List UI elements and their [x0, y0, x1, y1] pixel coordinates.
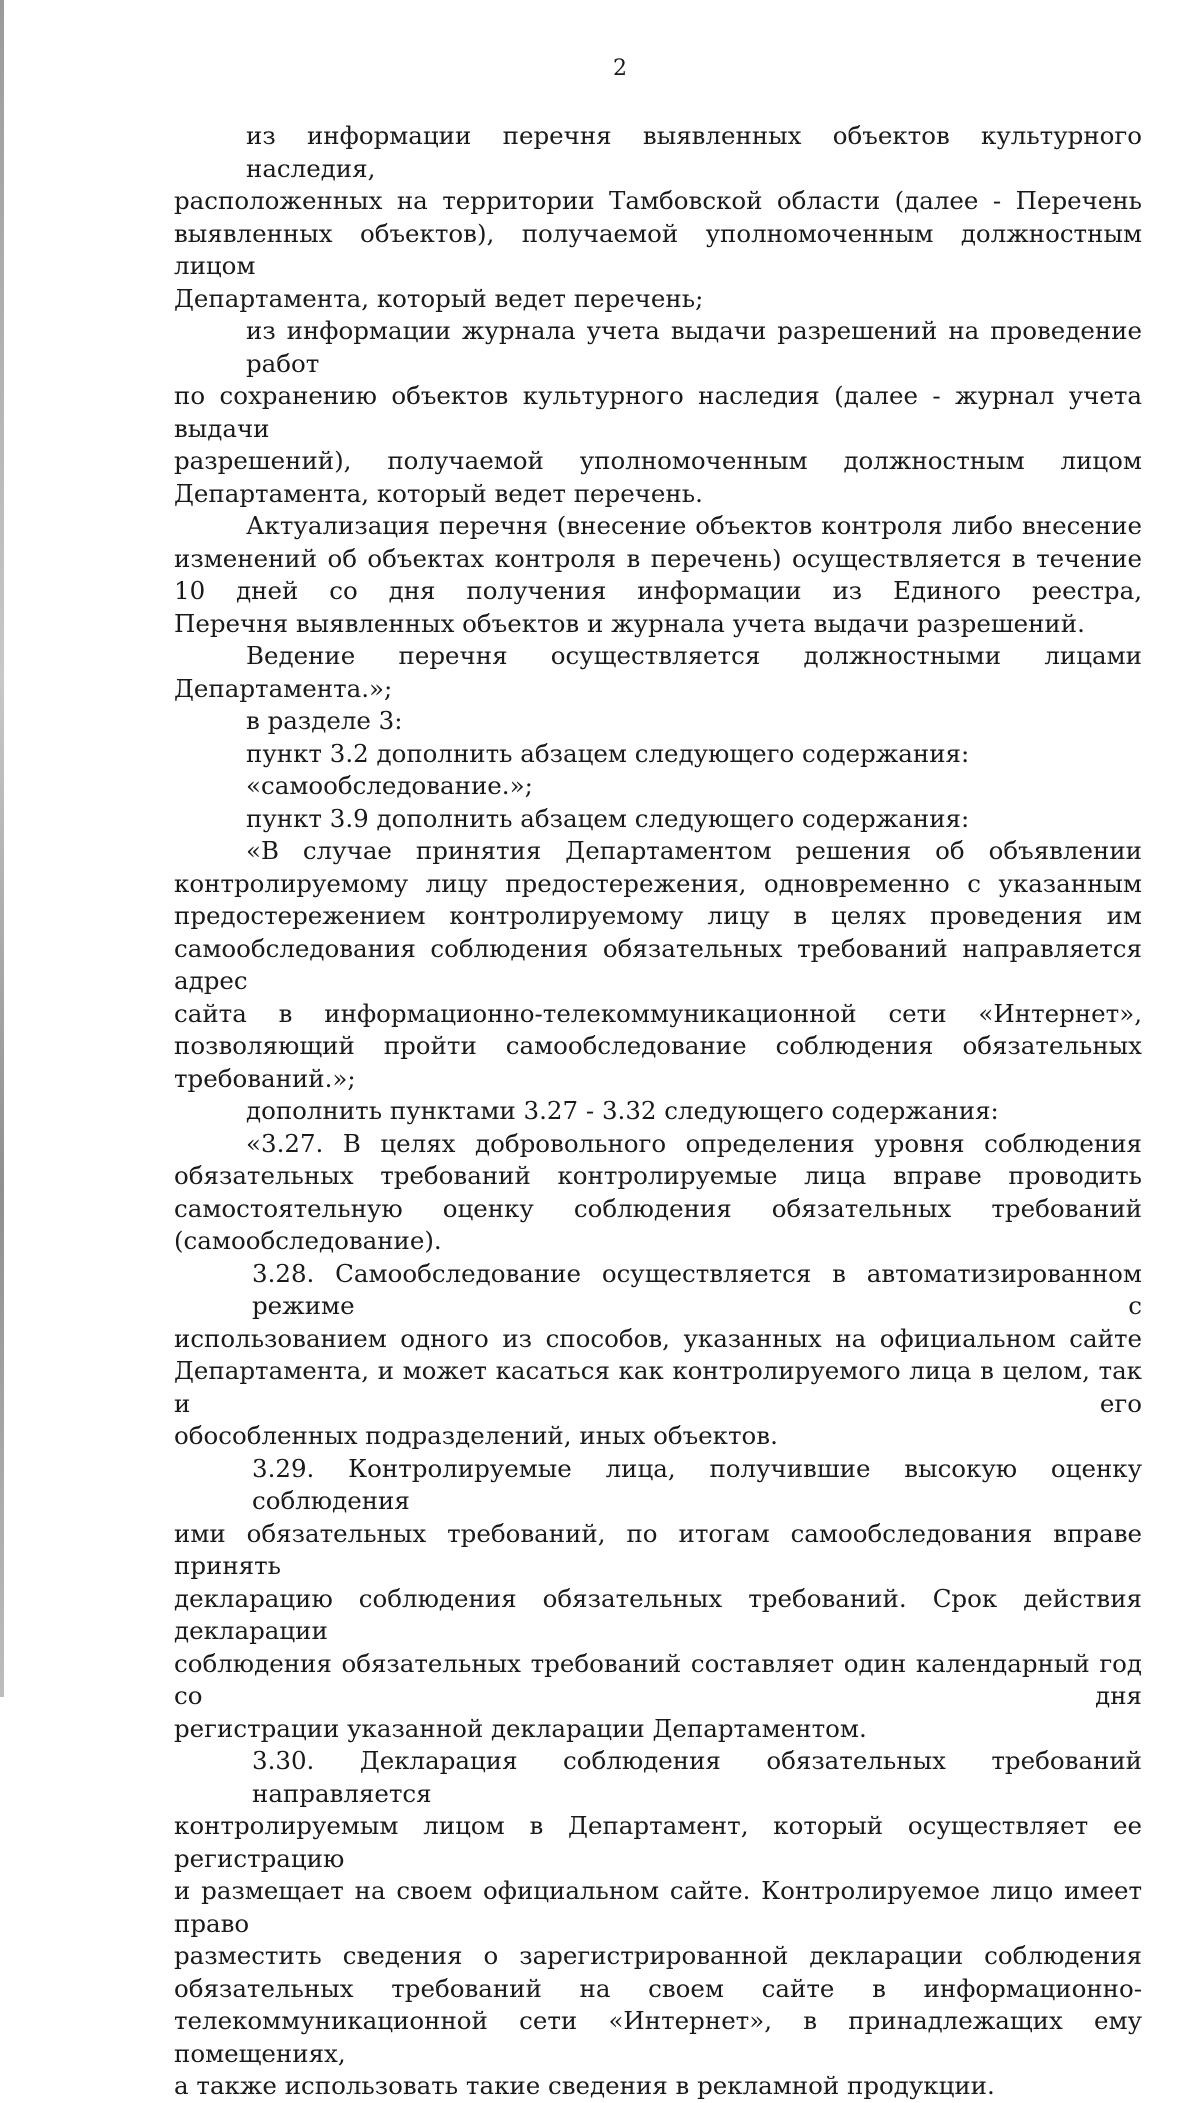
text-line: самостоятельную оценку соблюдения обязательных требований [174, 1193, 1142, 1223]
text-line: 3.30. Декларация соблюдения обязательных требований направляется [252, 1746, 1142, 1808]
text-line: контролируемому лицу предостережения, одновременно с указанным [174, 868, 1142, 898]
text-line: Департамента, который ведет перечень; [174, 283, 704, 313]
text-line: обязательных требований контролируемые лица вправе проводить [174, 1161, 1142, 1190]
text-line: «В случае принятия Департаментом решения об объявлении [246, 836, 1142, 865]
text-line: (самообследование). [174, 1226, 442, 1255]
text-line: выявленных объектов), получаемой уполномоченным должностным лицом [174, 218, 1142, 280]
text-line: 3.29. Контролируемые лица, получившие высокую оценку соблюдения [252, 1453, 1142, 1515]
text-line: изменений об объектах контроля в перечень) осуществляется в течение [174, 543, 1142, 573]
text-line: обособленных подразделений, иных объектов. [174, 1421, 778, 1450]
text-line: из информации перечня выявленных объектов культурного наследия, [246, 121, 1142, 183]
text-line: из информации журнала учета выдачи разрешений на проведение работ [246, 316, 1142, 378]
page-number: 2 [613, 56, 627, 81]
text-line: Актуализация перечня (внесение объектов контроля либо внесение [246, 511, 1142, 540]
text-line: разрешений), получаемой уполномоченным должностным лицом [174, 446, 1142, 475]
text-line: регистрации указанной декларации Департаментом. [174, 1713, 867, 1743]
text-line: самообследования соблюдения обязательных требований направляется адрес [174, 933, 1142, 995]
text-line: разместить сведения о зарегистрированной декларации соблюдения [174, 1941, 1142, 1970]
text-line: ими обязательных требований, по итогам самообследования вправе принять [174, 1518, 1142, 1580]
text-line: телекоммуникационной сети «Интернет», в принадлежащих ему помещениях, [174, 2006, 1142, 2068]
text-line: Перечня выявленных объектов и журнала учета выдачи разрешений. [174, 608, 1085, 638]
text-line: декларацию соблюдения обязательных требований. Срок действия декларации [174, 1583, 1142, 1645]
text-line: Департамента.»; [174, 673, 393, 703]
document-body [174, 120, 1142, 2103]
text-line: расположенных на территории Тамбовской области (далее - Перечень [174, 186, 1142, 215]
text-line: Департамента, который ведет перечень. [174, 478, 703, 508]
text-line: пункт 3.2 дополнить абзацем следующего содержания: [246, 738, 970, 768]
text-line: «3.27. В целях добровольного определения уровня соблюдения [246, 1128, 1142, 1158]
text-line: сайта в информационно-телекоммуникационной сети «Интернет», [174, 998, 1142, 1028]
text-line: позволяющий пройти самообследование соблюдения обязательных [174, 1031, 1142, 1060]
text-line: «самообследование.»; [246, 771, 533, 800]
text-line: обязательных требований на своем сайте в информационно- [174, 1973, 1142, 2003]
text-line: Ведение перечня осуществляется должностными лицами [246, 641, 1142, 670]
text-line: использованием одного из способов, указанных на официальном сайте [174, 1323, 1142, 1353]
text-line: 3.28. Самообследование осуществляется в автоматизированном режиме с [252, 1258, 1142, 1320]
text-line: Департамента, и может касаться как контролируемого лица в целом, так и его [174, 1356, 1142, 1418]
text-line: дополнить пунктами 3.27 - 3.32 следующего содержания: [246, 1096, 999, 1125]
scan-left-edge [0, 0, 4, 1697]
text-line: и размещает на своем официальном сайте. Контролируемое лицо имеет право [174, 1876, 1142, 1938]
text-line: пункт 3.9 дополнить абзацем следующего содержания: [246, 803, 970, 833]
text-line: контролируемым лицом в Департамент, который осуществляет ее регистрацию [174, 1811, 1142, 1873]
text-line: предостережением контролируемому лицу в целях проведения им [174, 901, 1142, 930]
text-line: по сохранению объектов культурного наследия (далее - журнал учета выдачи [174, 381, 1142, 443]
text-line: требований.»; [174, 1063, 356, 1093]
text-line: соблюдения обязательных требований составляет один календарный год со дня [174, 1648, 1142, 1710]
text-line: 10 дней со дня получения информации из Единого реестра, [174, 576, 1142, 605]
text-line: а также использовать такие сведения в рекламной продукции. [174, 2071, 995, 2100]
text-line: в разделе 3: [246, 706, 403, 735]
